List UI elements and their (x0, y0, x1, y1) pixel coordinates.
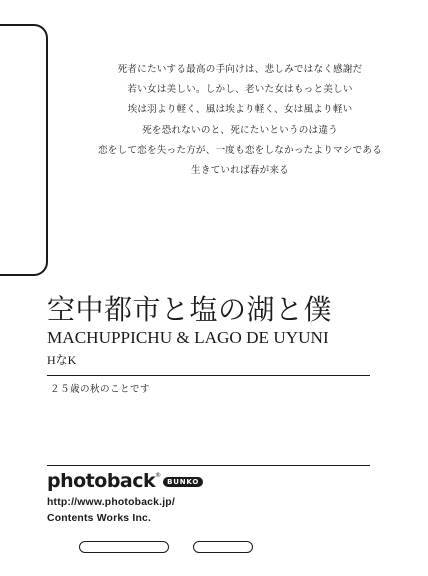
quote-line: 死を恐れないのと、死にたいというのは違う (142, 124, 338, 136)
quote-line: 恋をして恋を失った方が、一度も恋をしなかったよりマシである (97, 144, 383, 156)
publisher-url[interactable]: http://www.photoback.jp/ (47, 497, 175, 508)
quote-line: 埃は羽より軽く、風は埃より軽く、女は風より軽い (127, 104, 353, 116)
book-tagline: ２５歳の秋のことです (50, 384, 150, 395)
barcode-placeholder-right (193, 541, 253, 553)
quote-line: 生きていれば春が来る (191, 165, 289, 177)
book-subtitle: MACHUPPICHU & LAGO DE UYUNI (47, 328, 329, 347)
book-title: 空中都市と塩の湖と僕 (47, 293, 333, 326)
quote-block (60, 60, 420, 181)
barcode-placeholder-left (79, 541, 169, 553)
divider-top (47, 375, 370, 376)
divider-bottom (47, 465, 370, 466)
quote-line: 若い女は美しい。しかし、老いた女はもっと美しい (127, 84, 353, 96)
cover-flap-outline (0, 24, 48, 276)
author-name: HなK (47, 353, 77, 367)
logo-wordmark: photoback (47, 470, 156, 492)
publisher-logo (47, 470, 203, 494)
quote-line: 死者にたいする最高の手向けは、悲しみではなく感謝だ (117, 64, 363, 75)
publisher-name: Contents Works Inc. (47, 513, 152, 524)
registered-mark: ® (155, 472, 162, 479)
logo-badge: BUNKO (163, 477, 203, 487)
